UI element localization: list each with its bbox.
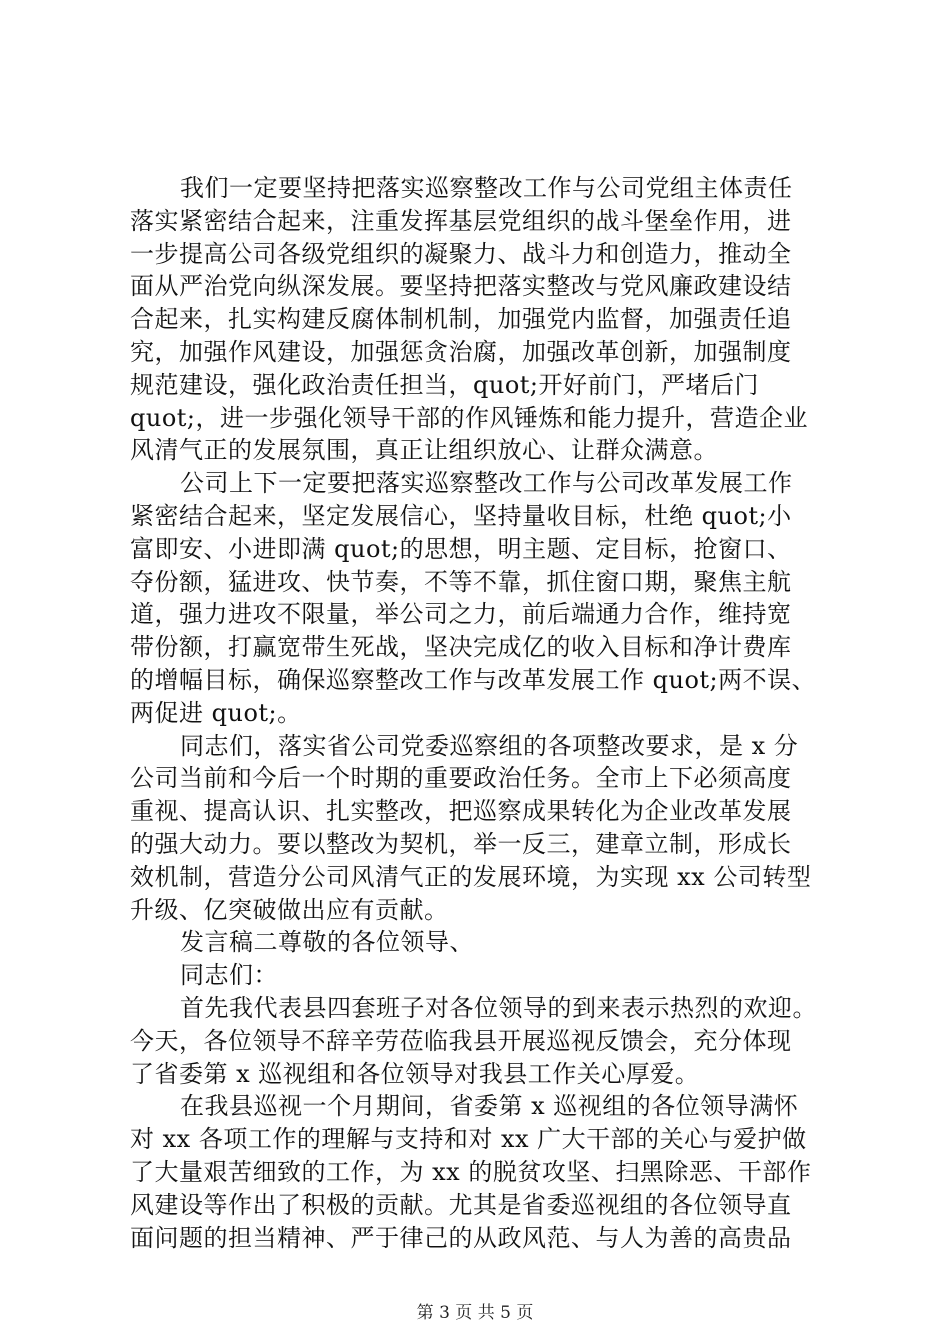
text-line: 一步提高公司各级党组织的凝聚力、战斗力和创造力，推动全 [130,239,792,268]
page-footer [0,1298,950,1323]
text-line: 升级、亿突破做出应有贡献。 [130,895,449,924]
text-line: 合起来，扎实构建反腐体制机制，加强党内监督，加强责任追 [130,305,792,334]
text-line: 对 xx 各项工作的理解与支持和对 xx 广大干部的关心与爱护做 [130,1125,807,1154]
text-line: 落实紧密结合起来，注重发挥基层党组织的战斗堡垒作用，进 [130,206,792,235]
text-line: 了省委第 x 巡视组和各位领导对我县工作关心厚爱。 [130,1059,700,1088]
text-line: 我们一定要坚持把落实巡察整改工作与公司党组主体责任 [180,174,793,202]
text-line: 在我县巡视一个月期间，省委第 x 巡视组的各位领导满怀 [180,1092,799,1121]
text-line: 今天，各位领导不辞辛劳莅临我县开展巡视反馈会，充分体现 [130,1026,792,1055]
text-line: 重视、提高认识、扎实整改，把巡察成果转化为企业改革发展 [130,797,792,826]
text-line: 道，强力进攻不限量，举公司之力，前后端通力合作，维持宽 [130,600,792,629]
text-line: 发言稿二尊敬的各位领导、 [180,928,474,957]
text-line: 面问题的担当精神、严于律己的从政风范、与人为善的高贵品 [130,1223,792,1252]
text-line: 同志们： [180,961,278,990]
text-line: 效机制，营造分公司风清气正的发展环境，为实现 xx 公司转型 [130,862,812,891]
text-line: quot;，进一步强化领导干部的作风锤炼和能力提升，营造企业 [130,403,808,432]
text-line: 公司当前和今后一个时期的重要政治任务。全市上下必须高度 [130,764,792,793]
text-line: 同志们，落实省公司党委巡察组的各项整改要求，是 x 分 [180,731,799,760]
page-number: 第 3 页 共 5 页 [416,1303,534,1323]
text-line: 富即安、小进即满 quot;的思想，明主题、定目标，抢窗口、 [130,534,792,563]
text-line: 两促进 quot;。 [130,698,302,727]
text-line: 的增幅目标，确保巡察整改工作与改革发展工作 quot;两不误、 [130,665,817,694]
text-line: 的强大动力。要以整改为契机，举一反三，建章立制，形成长 [130,829,792,858]
document-body [130,172,830,1254]
text-line: 紧密结合起来，坚定发展信心，坚持量收目标，杜绝 quot;小 [130,501,792,530]
text-line: 究，加强作风建设，加强惩贪治腐，加强改革创新，加强制度 [130,337,792,366]
text-line: 规范建设，强化政治责任担当，quot;开好前门，严堵后门 [130,370,759,399]
text-line: 首先我代表县四套班子对各位领导的到来表示热烈的欢迎。 [180,993,817,1022]
text-line: 风清气正的发展氛围，真正让组织放心、让群众满意。 [130,436,718,465]
text-line: 公司上下一定要把落实巡察整改工作与公司改革发展工作 [180,469,793,498]
text-line: 面从严治党向纵深发展。要坚持把落实整改与党风廉政建设结 [130,272,792,301]
text-line: 风建设等作出了积极的贡献。尤其是省委巡视组的各位领导直 [130,1190,792,1219]
text-line: 了大量艰苦细致的工作，为 xx 的脱贫攻坚、扫黑除恶、干部作 [130,1157,812,1186]
text-line: 带份额，打赢宽带生死战，坚决完成亿的收入目标和净计费库 [130,633,792,662]
text-line: 夺份额，猛进攻、快节奏，不等不靠，抓住窗口期，聚焦主航 [130,567,792,596]
